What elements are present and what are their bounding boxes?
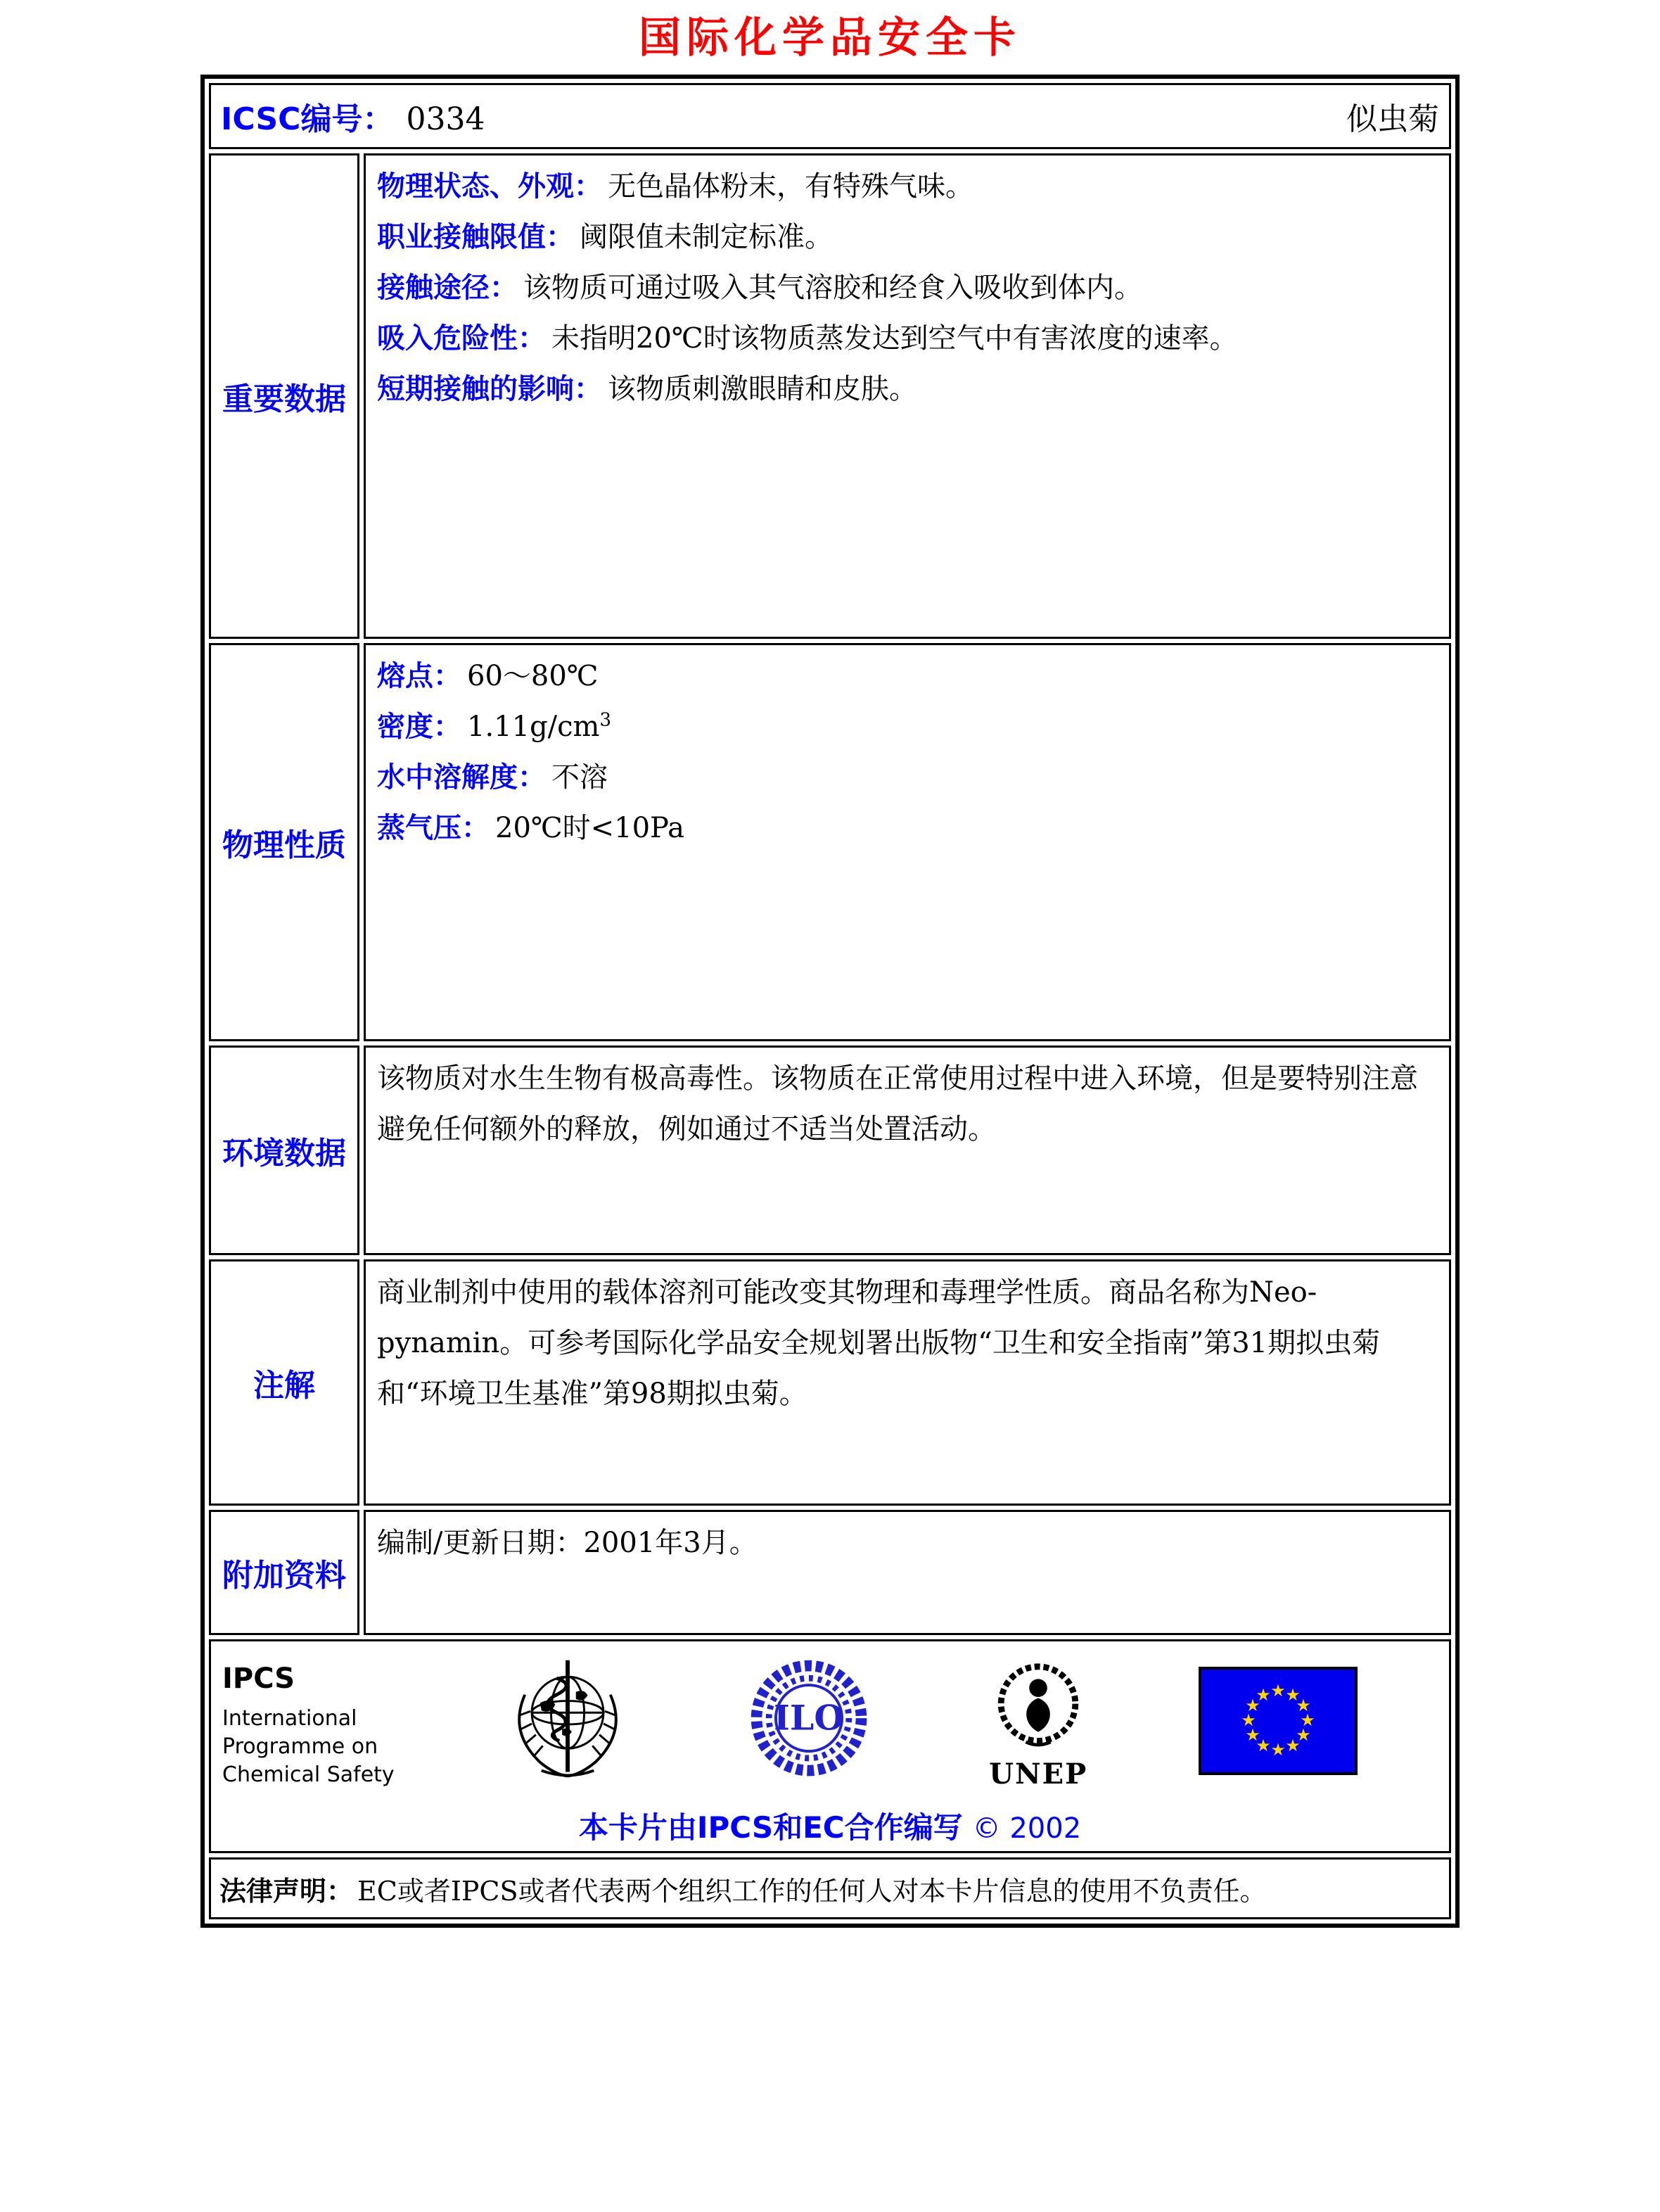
ipcs-line: International <box>222 1706 357 1731</box>
section-content-environmental-data: 该物质对水生生物有极高毒性。该物质在正常使用过程中进入环境，但是要特别注意避免任何额外的释放，例如通过不适当处置活动。 <box>364 1045 1451 1255</box>
field-label: 水中溶解度： <box>377 761 546 794</box>
icsc-card-table <box>200 75 1460 1928</box>
section-content-important-data <box>364 153 1451 639</box>
svg-text:★: ★ <box>1270 1681 1286 1701</box>
section-label-notes: 注解 <box>209 1259 359 1506</box>
section-label-important-data: 重要数据 <box>209 153 359 639</box>
field-label: 职业接触限值： <box>377 221 574 253</box>
svg-text:★: ★ <box>1296 1696 1311 1715</box>
field-label: 蒸气压： <box>377 812 490 844</box>
section-row-physical-properties <box>209 643 1451 1041</box>
field-value: 该物质刺激眼睛和皮肤。 <box>608 373 917 405</box>
unep-logo-text: UNEP <box>989 1757 1088 1791</box>
data-row <box>377 364 1438 414</box>
section-label-physical-properties: 物理性质 <box>209 643 359 1041</box>
credit-text: 本卡片由IPCS和EC合作编写 <box>578 1810 963 1845</box>
svg-text:★: ★ <box>1300 1710 1315 1730</box>
footer-cell <box>209 1639 1451 1853</box>
svg-text:★: ★ <box>1256 1685 1271 1705</box>
data-row <box>377 752 1438 803</box>
field-label: 接触途径： <box>377 272 518 304</box>
section-row-environmental-data <box>209 1045 1451 1255</box>
legal-row <box>209 1857 1451 1919</box>
credit-year: © 2002 <box>972 1812 1082 1845</box>
section-row-notes <box>209 1259 1451 1506</box>
icsc-number-label: ICSC编号： <box>221 101 394 137</box>
page-title: 国际化学品安全卡 <box>639 13 1021 63</box>
field-label: 吸入危险性： <box>377 322 546 355</box>
field-value: 1.11g/cm <box>467 711 600 743</box>
field-value: 阈限值未制定标准。 <box>580 221 833 253</box>
eu-flag-icon <box>1199 1667 1358 1775</box>
svg-text:★: ★ <box>1245 1696 1260 1715</box>
data-row <box>377 161 1438 212</box>
ipcs-acronym: IPCS <box>222 1663 295 1695</box>
svg-text:★: ★ <box>1270 1740 1286 1760</box>
field-value-superscript: 3 <box>599 709 612 731</box>
section-content-physical-properties <box>364 643 1451 1041</box>
svg-text:★: ★ <box>1285 1685 1301 1705</box>
section-label-environmental-data: 环境数据 <box>209 1045 359 1255</box>
icsc-number-group <box>221 94 485 139</box>
credit-line <box>211 1805 1449 1847</box>
section-content-additional-info: 编制/更新日期：2001年3月。 <box>364 1510 1451 1635</box>
section-content-notes: 商业制剂中使用的载体溶剂可能改变其物理和毒理学性质。商品名称为Neo-pynamin。可参考国际化学品安全规划署出版物“卫生和安全指南”第31期拟虫菊和“环境卫生基准”第98期拟虫菊。 <box>364 1259 1451 1506</box>
field-label: 物理状态、外观： <box>377 170 602 203</box>
legal-cell <box>209 1857 1451 1919</box>
svg-text:★: ★ <box>1296 1725 1311 1745</box>
data-row <box>377 262 1438 313</box>
field-label: 熔点： <box>377 660 461 692</box>
footer-row <box>209 1639 1451 1853</box>
legal-label: 法律声明： <box>219 1875 354 1907</box>
field-value: 20℃时<10Pa <box>495 812 685 844</box>
ipcs-line: Programme on <box>222 1734 378 1759</box>
who-logo-icon <box>499 1652 637 1790</box>
field-label: 短期接触的影响： <box>377 373 602 405</box>
data-row <box>377 701 1438 752</box>
data-row <box>377 313 1438 364</box>
ipcs-text-block <box>222 1663 395 1789</box>
field-value: 60～80℃ <box>467 660 599 692</box>
legal-text: EC或者IPCS或者代表两个组织工作的任何人对本卡片信息的使用不负责任。 <box>357 1875 1267 1907</box>
svg-text:★: ★ <box>1285 1736 1301 1755</box>
field-label: 密度： <box>377 711 461 743</box>
section-row-important-data <box>209 153 1451 639</box>
data-row <box>377 212 1438 262</box>
icsc-number-value: 0334 <box>406 101 485 137</box>
field-value: 不溶 <box>551 761 608 794</box>
svg-text:★: ★ <box>1256 1736 1271 1755</box>
field-value: 该物质可通过吸入其气溶胶和经食入吸收到体内。 <box>523 272 1142 304</box>
svg-text:★: ★ <box>1245 1725 1260 1745</box>
field-value: 无色晶体粉末，有特殊气味。 <box>608 170 973 203</box>
unep-logo-icon <box>982 1652 1094 1759</box>
chemical-name: 似虫菊 <box>1346 101 1439 137</box>
ilo-logo-icon <box>740 1652 878 1790</box>
section-label-additional-info: 附加资料 <box>209 1510 359 1635</box>
svg-text:ILO: ILO <box>774 1697 845 1739</box>
svg-text:★: ★ <box>1241 1710 1256 1730</box>
icsc-header-row <box>209 83 1451 149</box>
unep-logo-block <box>982 1652 1094 1791</box>
data-row <box>377 803 1438 853</box>
section-row-additional-info <box>209 1510 1451 1635</box>
ipcs-line: Chemical Safety <box>222 1762 395 1787</box>
icsc-header-cell <box>209 83 1451 149</box>
data-row <box>377 651 1438 701</box>
field-value: 未指明20℃时该物质蒸发达到空气中有害浓度的速率。 <box>551 322 1238 355</box>
